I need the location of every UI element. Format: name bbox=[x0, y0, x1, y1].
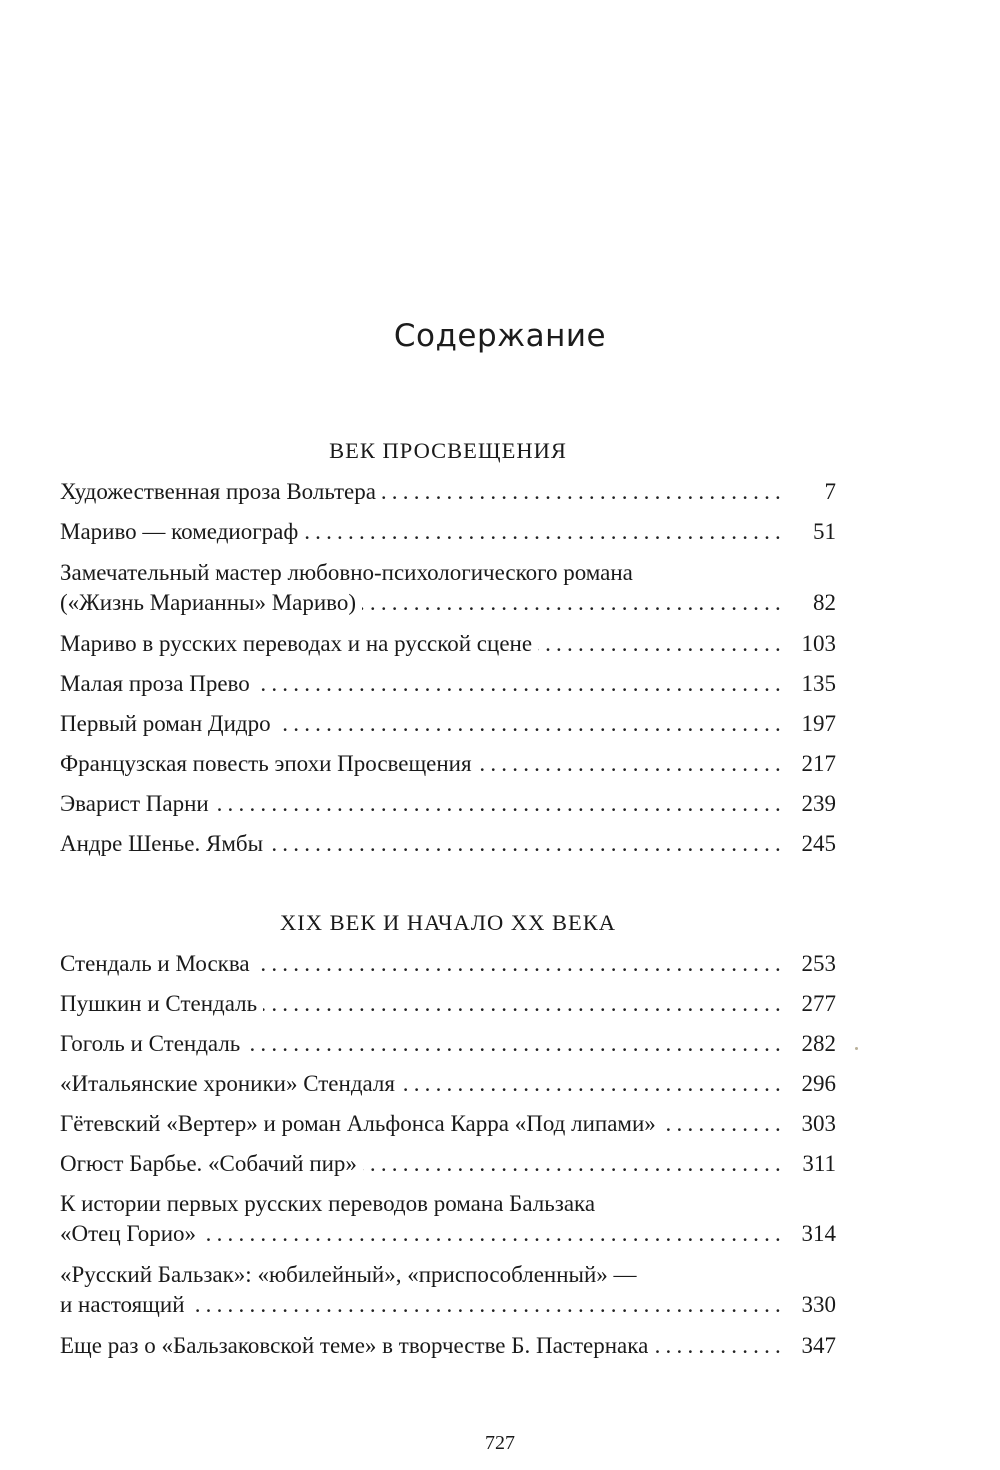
entry-title: Эварист Парни bbox=[60, 791, 209, 816]
entry-page-number: 253 bbox=[801, 951, 836, 976]
entry-title: («Жизнь Марианны» Мариво) bbox=[60, 590, 357, 615]
dot-leader bbox=[202, 1220, 786, 1248]
entry-title: Гоголь и Стендаль bbox=[60, 1031, 241, 1056]
entry-title: Андре Шенье. Ямбы bbox=[60, 831, 264, 856]
dot-leader bbox=[382, 478, 786, 506]
entry-page-number: 82 bbox=[813, 590, 836, 615]
entry-page-number: 303 bbox=[801, 1111, 836, 1136]
entry-title: Первый роман Дидро bbox=[60, 711, 271, 736]
dot-leader bbox=[654, 1332, 786, 1360]
dot-leader bbox=[362, 589, 786, 617]
dot-leader bbox=[401, 1070, 786, 1098]
entry-page-number: 277 bbox=[801, 991, 836, 1016]
dot-leader bbox=[263, 990, 786, 1018]
entry-title: Мариво в русских переводах и на русской сцене bbox=[60, 631, 533, 656]
dot-leader bbox=[215, 790, 786, 818]
dot-leader bbox=[277, 710, 786, 738]
dot-leader bbox=[246, 1030, 786, 1058]
section-heading-19th-century: XIX ВЕК И НАЧАЛО XX ВЕКА bbox=[279, 910, 617, 935]
entry-page-number: 103 bbox=[801, 631, 836, 656]
entry-title: Пушкин и Стендаль bbox=[60, 991, 258, 1016]
toc-entry bbox=[60, 1190, 836, 1248]
dot-leader bbox=[662, 1110, 786, 1138]
entry-title: Художественная проза Вольтера bbox=[60, 479, 376, 504]
entry-title-line: К истории первых русских переводов романа Бальзака bbox=[60, 1191, 596, 1216]
dot-leader bbox=[363, 1150, 786, 1178]
dot-leader bbox=[269, 830, 786, 858]
entry-title: Мариво — комедиограф bbox=[60, 519, 299, 544]
entry-title: «Итальянские хроники» Стендаля bbox=[60, 1071, 395, 1096]
entry-title: Огюст Барбье. «Собачий пир» bbox=[60, 1151, 357, 1176]
entry-page-number: 282 bbox=[801, 1031, 836, 1056]
toc-entry bbox=[60, 1030, 836, 1058]
toc-entry bbox=[60, 990, 836, 1018]
entry-page-number: 314 bbox=[801, 1221, 836, 1246]
entry-title-line: «Русский Бальзак»: «юбилейный», «приспособленный» — bbox=[60, 1262, 637, 1287]
entry-page-number: 217 bbox=[801, 751, 836, 776]
entry-page-number: 7 bbox=[824, 479, 836, 504]
toc-entry bbox=[60, 670, 836, 698]
entry-page-number: 239 bbox=[801, 791, 836, 816]
entry-title: Гётевский «Вертер» и роман Альфонса Карра «Под липами» bbox=[60, 1111, 656, 1136]
toc-entry bbox=[60, 1110, 836, 1138]
dot-leader bbox=[256, 670, 786, 698]
entry-page-number: 197 bbox=[801, 711, 836, 736]
toc-entry bbox=[60, 950, 836, 978]
entry-page-number: 347 bbox=[801, 1333, 836, 1358]
entry-title: Еще раз о «Бальзаковской теме» в творчестве Б. Пастернака bbox=[60, 1333, 649, 1358]
toc-entry bbox=[60, 750, 836, 778]
toc-entry bbox=[60, 710, 836, 738]
entry-page-number: 135 bbox=[801, 671, 836, 696]
page-title: Содержание bbox=[393, 318, 607, 354]
toc-entry bbox=[60, 830, 836, 858]
toc-entry bbox=[60, 790, 836, 818]
entry-page-number: 51 bbox=[813, 519, 836, 544]
paper-speck bbox=[855, 1047, 858, 1050]
section-heading-enlightenment: ВЕК ПРОСВЕЩЕНИЯ bbox=[329, 438, 567, 463]
page-number-footer: 727 bbox=[485, 1432, 515, 1454]
dot-leader bbox=[538, 630, 786, 658]
dot-leader bbox=[304, 518, 786, 546]
entry-title: Французская повесть эпохи Просвещения bbox=[60, 751, 472, 776]
toc-entry bbox=[60, 559, 836, 617]
entry-title: «Отец Горио» bbox=[60, 1221, 197, 1246]
dot-leader bbox=[256, 950, 786, 978]
dot-leader bbox=[478, 750, 786, 778]
toc-entry bbox=[60, 1261, 836, 1319]
dot-leader bbox=[191, 1291, 786, 1319]
toc-entry bbox=[60, 1150, 836, 1178]
toc-entry bbox=[60, 1332, 836, 1360]
entry-page-number: 296 bbox=[801, 1071, 836, 1096]
entry-title: Стендаль и Москва bbox=[60, 951, 250, 976]
entry-page-number: 311 bbox=[802, 1151, 836, 1176]
toc-entry bbox=[60, 518, 836, 546]
toc-entry bbox=[60, 630, 836, 658]
entry-page-number: 330 bbox=[801, 1292, 836, 1317]
entry-title: и настоящий bbox=[60, 1292, 185, 1317]
entry-title: Малая проза Прево bbox=[60, 671, 250, 696]
entry-title-line: Замечательный мастер любовно-психологического романа bbox=[60, 560, 633, 585]
toc-entry bbox=[60, 1070, 836, 1098]
entry-page-number: 245 bbox=[801, 831, 836, 856]
toc-entry bbox=[60, 478, 836, 506]
